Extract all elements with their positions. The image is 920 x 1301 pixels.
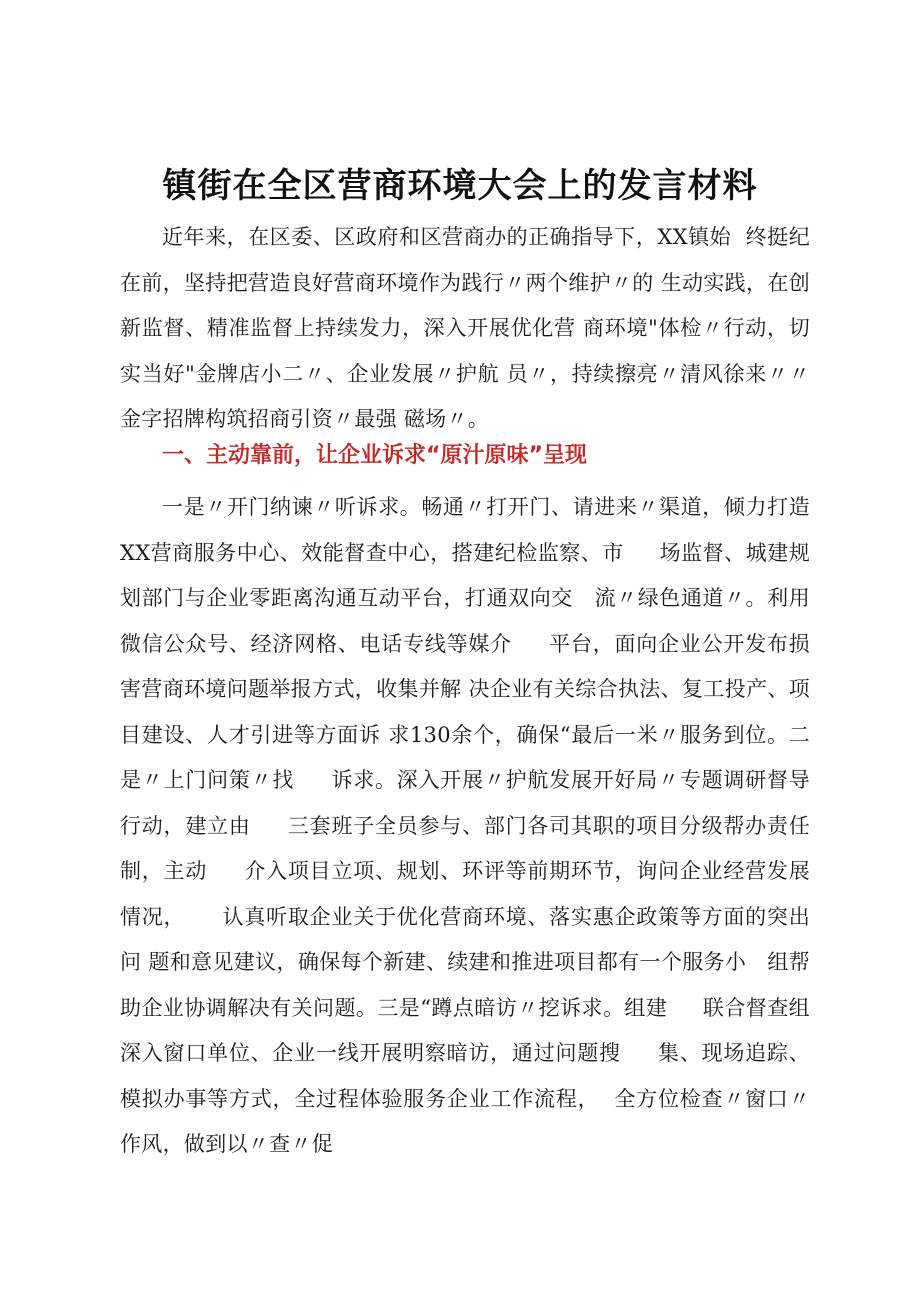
intro-paragraph: 近年来，在区委、区政府和区营商办的正确指导下，XX镇始 终挺纪在前，坚持把营造良好营商环境作为践行〃两个维护〃的 生动实践，在创新监督、精准监督上持续发力，深入开展优化营 商环境"体检〃行动，切实当好"金牌店小二〃、企业发展〃护航 员〃，持续擦亮〃清风徐来〃〃金字招牌构筑招商引资〃最强 磁场〃。	[120, 225, 810, 431]
section-paragraph: 一是〃开门纳谏〃听诉求。畅通〃打开门、请进来〃渠道，倾力打造XX营商服务中心、效能督查中心，搭建纪检监察、市 场监督、城建规划部门与企业零距离沟通互动平台，打通双向交 流〃绿色通道〃。利用微信公众号、经济网格、电话专线等媒介 平台，面向企业公开发布损害营商环境问题举报方式，收集并解 决企业有关综合执法、复工投产、项目建设、人才引进等方面诉 求130余个，确保“最后一米〃服务到位。二是〃上门问策〃找 诉求。深入开展〃护航发展开好局〃专题调研督导行动，建立由 三套班子全员参与、部门各司其职的项目分级帮办责任制，主动 介入项目立项、规划、环评等前期环节，询问企业经营发展情况， 认真听取企业关于优化营商环境、落实惠企政策等方面的突出问 题和意见建议，确保每个新建、续建和推进项目都有一个服务小 组帮助企业协调解决有关问题。三是“蹲点暗访〃挖诉求。组建 联合督查组深入窗口单位、企业一线开展明察暗访，通过问题搜 集、现场追踪、模拟办事等方式，全过程体验服务企业工作流程， 全方位检查〃窗口〃作风，做到以〃查〃促	[120, 495, 810, 1156]
document-title: 镇街在全区营商环境大会上的发言材料	[162, 166, 758, 206]
section-heading: 一、主动靠前，让企业诉求“原汁原味”呈现	[162, 443, 587, 468]
